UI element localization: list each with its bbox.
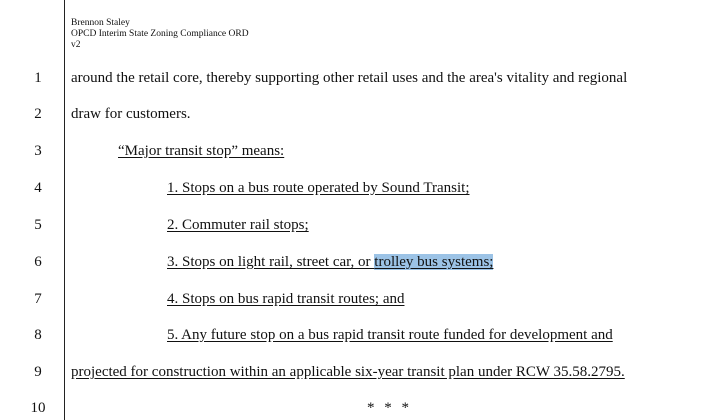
- list-item-5-continued[interactable]: projected for construction within an applicable six-year transit plan under RCW 35.58.2795.: [71, 364, 625, 380]
- selected-text-highlight[interactable]: trolley bus systems;: [374, 254, 494, 270]
- line-number: 1: [34, 70, 42, 86]
- line-number: 4: [34, 180, 42, 196]
- line-number: 2: [34, 106, 42, 122]
- definition-heading[interactable]: “Major transit stop” means:: [118, 143, 285, 159]
- list-item-1[interactable]: 1. Stops on a bus route operated by Sound Transit;: [167, 180, 470, 196]
- line-number: 9: [34, 364, 42, 380]
- line-number: 6: [34, 254, 42, 270]
- list-item-3[interactable]: [167, 253, 493, 271]
- list-item-3-text: 3. Stops on light rail, street car, or: [167, 254, 375, 270]
- line-number: 8: [34, 327, 42, 343]
- line-number: 3: [34, 143, 42, 159]
- header-version: v2: [71, 40, 81, 50]
- line-number: 7: [34, 291, 42, 307]
- header-author: Brennon Staley: [71, 18, 130, 28]
- section-break-asterisks: * * *: [367, 400, 412, 416]
- header-title: OPCD Interim State Zoning Compliance ORD: [71, 29, 249, 39]
- list-item-4[interactable]: 4. Stops on bus rapid transit routes; and: [167, 291, 405, 307]
- body-line-1[interactable]: around the retail core, thereby supporting other retail uses and the area's vitality and regional: [71, 70, 628, 86]
- line-number-margin-rule: [64, 0, 65, 420]
- line-number: 10: [30, 400, 46, 416]
- body-line-2[interactable]: draw for customers.: [71, 106, 191, 122]
- document-header: [71, 18, 249, 51]
- line-number: 5: [34, 217, 42, 233]
- list-item-5[interactable]: 5. Any future stop on a bus rapid transit route funded for development and: [167, 327, 613, 343]
- list-item-2[interactable]: 2. Commuter rail stops;: [167, 217, 309, 233]
